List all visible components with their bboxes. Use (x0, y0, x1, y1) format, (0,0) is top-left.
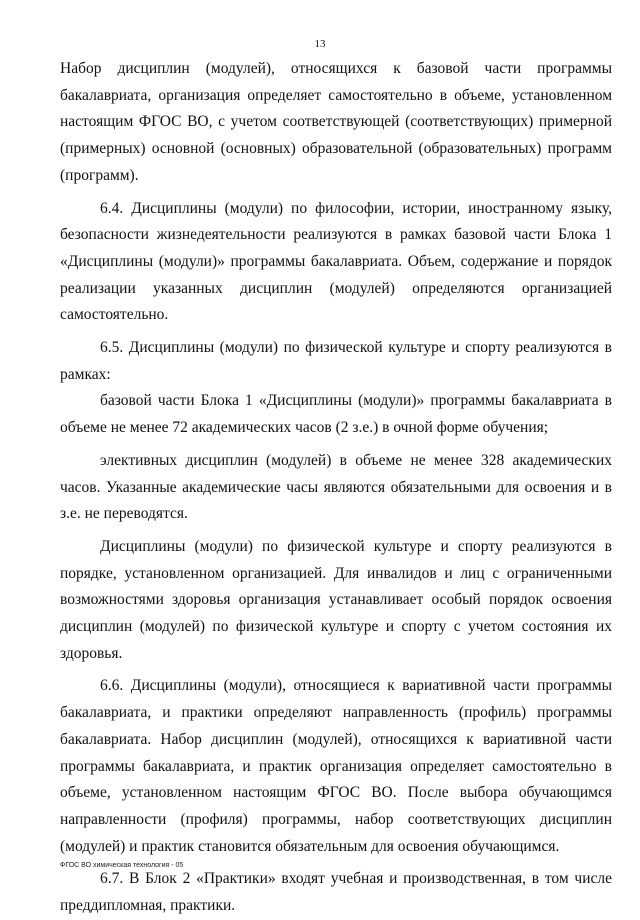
paragraph-6-5-order: Дисциплины (модули) по физической культуре и спорту реализуются в порядке, установленном организацией. Для инвалидов и лиц с ограниченными возможностями здоровья организация устанавливает особый порядок освоения дисциплин (модулей) по физической культуре и спорту с учетом состояния их здоровья. (60, 537, 612, 662)
page-number: 13 (314, 38, 326, 50)
paragraph-6-5: 6.5. Дисциплины (модули) по физической культуре и спорту реализуются в рамках: (60, 339, 612, 383)
page-footer: ФГОС ВО химическая технология - 05 (60, 862, 184, 869)
paragraph-6-5-elective: элективных дисциплин (модулей) в объеме не менее 328 академических часов. Указанные академические часы являются обязательными для освоения и в з.е. не переводятся. (60, 451, 612, 523)
paragraph-6-4: 6.4. Дисциплины (модули) по философии, истории, иностранному языку, безопасности жизнедеятельности реализуются в рамках базовой части Блока 1 «Дисциплины (модули)» программы бакалавриата. Объем, содержание и порядок реализации указанных дисциплин (модулей) определяются организацией самостоятельно. (60, 199, 612, 324)
paragraph-6-6: 6.6. Дисциплины (модули), относящиеся к вариативной части программы бакалавриата, и практики определяют направленность (профиль) программы бакалавриата. Набор дисциплин (модулей), относящихся к вариативной части программы бакалавриата, и практик организация определяет самостоятельно в объеме, установленном настоящим ФГОС ВО. После выбора обучающимся направленности (профиля) программы, набор соответствующих дисциплин (модулей) и практик становится обязательным для освоения обучающимся. (60, 677, 612, 855)
paragraph-6-5-basic-part: базовой части Блока 1 «Дисциплины (модули)» программы бакалавриата в объеме не менее 72 академических часов (2 з.е.) в очной форме обучения; (60, 392, 612, 437)
paragraph-intro: Набор дисциплин (модулей), относящихся к базовой части программы бакалавриата, организация определяет самостоятельно в объеме, установленном настоящим ФГОС ВО, с учетом соответствующей (соответствующих) примерной (примерных) основной (основных) образовательной (образовательных) программ (программ). (60, 60, 612, 184)
paragraph-6-7: 6.7. В Блок 2 «Практики» входят учебная и производственная, в том числе преддипломная, практики. (60, 870, 612, 915)
document-body (60, 56, 612, 920)
